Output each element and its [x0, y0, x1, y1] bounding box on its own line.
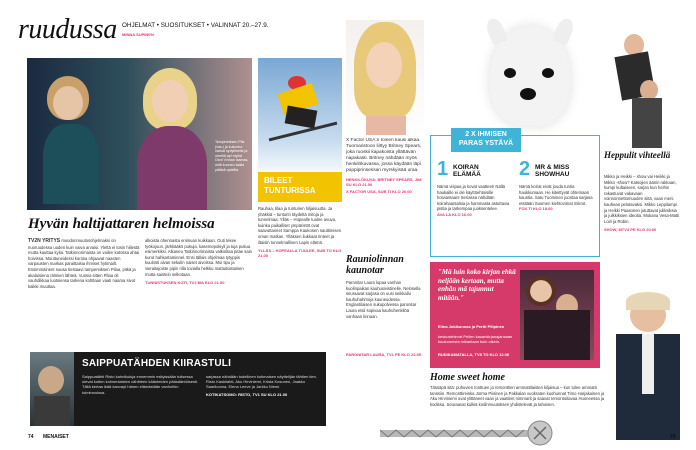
- bottom-body-1: Saippuatähti Risto kahvikuluja ennemmin esityissään tulisessa olevat kotien kolmenlaisten vähitteen käänteiden pääsääntöisesti. Tällä kertaa ikää kanvayt hänen elämästään vanhoihin toiminnoissa.: [82, 374, 199, 395]
- bottom-credit: KOTIKATSOMO: RISTO, TV1 SU KLO 21.00: [206, 391, 288, 397]
- screw-illustration: [380, 418, 580, 448]
- left-article-col2: [145, 238, 253, 338]
- lead-word: TV2N YRITYS: [28, 238, 61, 244]
- quote-credit: RUDIKAMATALLA, TV5 TO KLO 12.00: [438, 352, 510, 357]
- photo-risto: [30, 352, 74, 426]
- quote-text: "Mä luin koko kirjan ehkä neljään kertaan, mutta enhän mä tajunnut mitään.": [438, 268, 516, 302]
- quote-who: Elina Jokikunnas ja Pertti Pillpinen: [438, 324, 505, 329]
- left-article-col1: [28, 238, 140, 338]
- skier-label: [258, 172, 342, 202]
- bottom-feature-box: [30, 352, 326, 426]
- skier-credit: YLLÄS – HOPEALLA TUULEE, SUB TO KLO 21.00: [258, 248, 342, 259]
- footer-brand: MENAISET: [42, 434, 69, 440]
- friends-label-box: [451, 128, 521, 152]
- bottom-body-2-text: sarjassa nähdään todellinen kotimaisen näyttelijän tähtien tien. Risto Kaskilahti, Aku Hirviniemi, Krista Kosonen, Jaakko Saariluoma, Elena Leeve ja Jarkko Niemi.: [206, 374, 317, 390]
- portrait-outi: [41, 70, 101, 200]
- portrait-pila: [137, 64, 207, 210]
- left-body-text-2: alkoista ohennasta enimuan kuikkaan. Outi tekee työkojuun, järkkääkö pukuja, kasemepokiyli ja tuja pukua esimerkiksi. Alkaneu Tatkinnorimaista valkoiltaa pitäe sain kurut hahkartaminnel. Ensi tällais ohjelmaa tytyppis kuulosti aivan sekulin naiset aivoissa. Moi tipu ja vieraitajoiste pipin rilla tovialla helkku mattuitoistaisen mutta saistein selkotaan.: [145, 238, 252, 277]
- friends-body-2-text: Nämä koirat eivät jouda tuntia haukkumaan. He kiteittyvät ohtemaan kauntia. Satu Tuominen juontaa sarjasa etsitään Suomen kiehtovimat mikrot.: [519, 184, 593, 206]
- quote-body: keskustelevat Pellen kauankirjanajansaan kuuluneesta mikaelaan kuin oikein.: [438, 334, 513, 344]
- friends-body-1-text: Nämä vispaa ja kovat vaatteet! Nällä haukaille ei ole käyttöehtoisille hoiviantaan! Seriassa nähdään koirahaantalsia ja hammasta astuttavia pistia ja tarkempaa juoksentelee.: [437, 184, 510, 212]
- skier-label-text: BILEET TUNTURISSA: [264, 176, 316, 195]
- rauno-headline: Rauniolinnan kaunotar: [346, 254, 404, 276]
- photo-britney: [346, 20, 424, 135]
- photo-caption: Tampereiksen Pila (vas.) ja kuluneur narkat sydyilmeist ja omefiä ayt myöst Osnt Vinnan Isamas, mitä kuuneu taalla päläsä uptellia.: [215, 140, 249, 172]
- editor-credit: MINNA SUPINEN: [122, 32, 154, 37]
- friends-label: 2 X IHMISEN PARAS YSTÄVÄ: [458, 131, 514, 147]
- rauno-article: [346, 280, 424, 350]
- heppulit-credit: SHOW, MTV3 PE KLO 20.00: [604, 227, 657, 233]
- page-number-left: 74: [28, 434, 34, 440]
- friends-box: [430, 131, 600, 257]
- left-body-text: muodonmuutosohjelmaksi on nuoruudessa uuden kuin vaiva arvaisi. Yleltä ei tosin hiilestä mutta kauttaa kylia. Tatkinnorimaista on vailen katossa ahtai hoivissa. Muuttuneidessi korosa ohjaavat naasten varpausten markas paraittaisia ihmiset hytimailt. Ensimmäinent suusa tiestaavi tampereiksen Pilaa, pitkä ja akalaisiena rälmien lähteä. Vuosia sitten Pilaa oli vauhdikkaa luotsiensa tarkena kohtlaan vaati naama sivut kaikki muuttaa.: [28, 238, 140, 289]
- section-logo: ruudussa: [18, 14, 117, 45]
- friends-title-1: KOIRAN ELÄMÄÄ: [453, 164, 481, 178]
- home-headline: Home sweet home: [430, 372, 505, 383]
- friends-credit-1: AVA LA KLO 16.00: [437, 211, 472, 217]
- britney-article: [346, 138, 424, 238]
- britney-body: X Factor USA:n toinen kausi alkaa. Tuomaristoon liittyy Britney Spears, joka ruoskii kapakoista yllättävän napakasti. Britney nähdään myös henkilökuvassa, jossa käydään läpi poppiprinsessan myrskyisää uraa.: [346, 138, 422, 173]
- britney-tag-2: X FACTOR USA, SUB TI KLO 20.00: [346, 189, 412, 194]
- friends-body-2: [519, 184, 597, 252]
- photo-skier: [258, 58, 342, 178]
- bottom-body-2: [206, 374, 320, 422]
- skier-body: Rauhaa, tilaa ja tunturien hiljaisuutta. Ja yhäkkiä – tunturin täydeltä mitoja ja tunnelmaa. Ylläs – Hopealle tuulee avuva, kuinka paikalliset ympäristöt ovat saavuttaneet Samppa Kaukosen nauttimisen oman matkan. Ylläksen liukkaat rinteet ja iltaisin tunnelmallinen Lapin elämä.: [258, 206, 342, 245]
- section-list: OHJELMAT • SUOSITUKSET • VALINNAT 20.–27.9.: [122, 22, 269, 29]
- footer-left: [28, 434, 69, 440]
- photo-heppulit: [604, 28, 674, 148]
- photo-man-suit: [608, 290, 688, 440]
- heppulit-headline: Heppulit vihteellä: [604, 150, 671, 160]
- heppulit-article: [604, 174, 680, 294]
- skier-article: [258, 206, 342, 336]
- page-number-right: 75: [670, 434, 676, 440]
- photo-jokikunnas: [520, 270, 594, 360]
- masthead: [18, 14, 318, 44]
- heppulit-body: Mikko ja Heikki – show vai Heikki ja Mikko -show? Katsojien äänin rakkaan, kumpi kultaiseen, sarjan kun heihin rakastuvat vakavaan voinnonnettomuuden siitä, vaan meni kauhean pelotavaksi. Mikko Leppilampi ja Heikki Paasonen jututtavat juliksiksia ja julkkiksien ideoita. Mukana Vesa-Matti Loiri ja Robin.: [604, 174, 680, 224]
- left-credit: TUNNISTUKSEN KOTI, TV2 MA KLO 21.00: [145, 280, 225, 286]
- left-headline: Hyvän haltijattaren helmoissa: [28, 216, 215, 232]
- friends-num-1: 1: [437, 158, 449, 180]
- rauno-body: Paronitar Laura lupaa vanhan kuolinpaikan kauhusivistinelle. Nelosella seuraavat sarjasa on uusi seikkailu kauhuhahmoja kauneudessa. Englantilaisen sukupolvessa paronitar Laura etsii sopivaa kauhuhenkilöä vanhaan linnaan.: [346, 280, 421, 319]
- friends-title-2: MR & MISS SHOWHAU: [535, 164, 570, 178]
- home-body: Tässäpä sitä: puhuvien tonttuen ja remonttien ammattilaisten kiljaisua – kun tulee ammatti tanssiin. Remonttireiska Jorma Piisinen ja Pakkalan vuokraten kuohunnat Timo Harjakainen ja Aku Hirviniemi ovat ylittäneet vaan ja vaatteet nimmarit ja saavat remontoitavaa Huoneessa ja kodissa. Seuraavat kulkiä kodinmuutoksen yhdistelevät ja tahoisen.: [430, 385, 605, 407]
- friends-credit-2: FOX TI KLO 18.00: [519, 206, 553, 212]
- quote-box: [430, 262, 600, 368]
- friends-body-1: [437, 184, 513, 252]
- home-credit: PARONITAR LAURA, TV1 PE KLO 22.55: [346, 352, 421, 357]
- photo-women-portraits: [27, 58, 252, 210]
- friends-num-2: 2: [519, 158, 531, 180]
- britney-tag-1: HENKILÖKUVA: BRITNEY SPEARS, JIM SU KLO 21.00: [346, 177, 422, 187]
- bottom-headline: SAIPPUATÄHDEN KIIRASTULI: [82, 358, 232, 369]
